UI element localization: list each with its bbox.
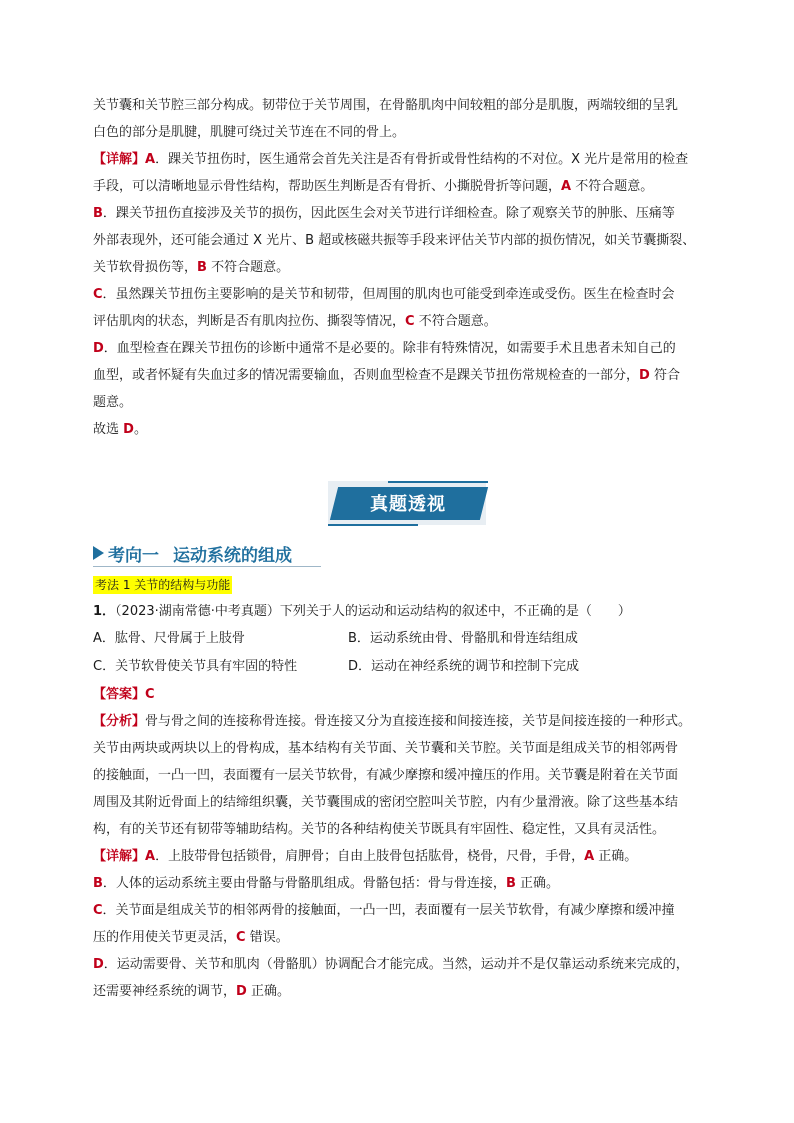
text-line: 白色的部分是肌腱，肌腱可绕过关节连在不同的骨上。 xyxy=(93,125,406,140)
text-line xyxy=(93,362,733,389)
text-line xyxy=(93,924,733,951)
banner-title: 真题透视 xyxy=(370,494,446,515)
option-letter: C xyxy=(405,314,415,329)
detail-paragraph-a xyxy=(93,146,733,173)
triangle-icon xyxy=(93,546,104,560)
question-text: 下列关于人的运动和运动结构的叙述中，不正确的是（ ） xyxy=(279,604,631,619)
option-letter: B xyxy=(93,876,103,891)
question-source: （2023·湖南常德·中考真题） xyxy=(115,604,280,619)
option-letter: A xyxy=(584,849,595,864)
detail-paragraph-b xyxy=(93,870,733,897)
detail-tag: 【详解】 xyxy=(93,152,146,167)
text-span: ．上肢带骨包括锁骨，肩胛骨；自由上肢骨包括肱骨，桡骨，尺骨，手骨， xyxy=(155,849,585,864)
question-number: 1． xyxy=(93,604,116,619)
text-span: ．运动需要骨、关节和肌肉（骨骼肌）协调配合才能完成。当然，运动并不是仅靠运动系统来完成的， xyxy=(103,957,689,972)
text-span: 正确。 xyxy=(515,876,559,891)
banner-line xyxy=(328,524,418,526)
text-line xyxy=(93,254,733,281)
option-letter: C xyxy=(93,287,103,302)
text-span: 骨与骨之间的连接称骨连接。骨连接又分为直接连接和间接连接，关节是间接连接的一种形式。 xyxy=(145,714,692,729)
option-d: D．运动在神经系统的调节和控制下完成 xyxy=(348,659,580,674)
section-title: 运动系统的组成 xyxy=(173,545,292,566)
option-letter: B xyxy=(197,260,207,275)
detail-paragraph-b xyxy=(93,200,733,227)
text-span: ．虽然踝关节扭伤主要影响的是关节和韧带，但周围的肌肉也可能受到牵连或受伤。医生在检查时会 xyxy=(102,287,675,302)
option-c: C．关节软骨使关节具有牢固的特性 xyxy=(93,659,298,674)
text-line: 周围及其附近骨面上的结缔组织囊，关节囊围成的密闭空腔叫关节腔，内有少量滑液。除了这些基本结 xyxy=(93,795,679,810)
text-span: 还需要神经系统的调节， xyxy=(93,984,237,999)
final-choice xyxy=(93,416,733,443)
detail-paragraph-d xyxy=(93,335,733,362)
section-header xyxy=(93,540,292,566)
detail-paragraph-c xyxy=(93,897,733,924)
text-span: ．血型检查在踝关节扭伤的诊断中通常不是必要的。除非有特殊情况，如需要手术且患者未知自己的 xyxy=(103,341,676,356)
detail-paragraph-c xyxy=(93,281,733,308)
text-span: 正确。 xyxy=(594,849,638,864)
text-span: 错误。 xyxy=(245,930,289,945)
text-span: ．人体的运动系统主要由骨骼与骨骼肌组成。骨骼包括：骨与骨连接， xyxy=(102,876,506,891)
text-span: 故选 xyxy=(93,422,124,437)
analysis-tag: 【分析】 xyxy=(93,714,146,729)
option-letter: B xyxy=(505,876,516,891)
text-span: 不符合题意。 xyxy=(414,314,497,329)
option-b: B．运动系统由骨、骨骼肌和骨连结组成 xyxy=(348,631,578,646)
text-line: 外部表现外，还可能会通过 X 光片、B 超或核磁共振等手段来评估关节内部的损伤情况，如关节囊撕裂、 xyxy=(93,233,696,248)
text-span: 评估肌肉的状态，判断是否有肌肉拉伤、撕裂等情况， xyxy=(93,314,406,329)
text-span: ．关节面是组成关节的相邻两骨的接触面，一凸一凹，表面覆有一层关节软骨，有减少摩擦和缓冲撞 xyxy=(102,903,675,918)
option-letter: D xyxy=(639,368,650,383)
analysis-paragraph xyxy=(93,708,733,735)
section-divider xyxy=(93,566,321,567)
text-span: 不符合题意。 xyxy=(571,179,654,194)
detail-paragraph-a xyxy=(93,843,733,870)
answer-line xyxy=(93,681,733,708)
section-banner xyxy=(328,481,488,527)
text-span: ．踝关节扭伤直接涉及关节的损伤，因此医生会对关节进行详细检查。除了观察关节的肿胀、压痛等 xyxy=(102,206,675,221)
text-span: ．踝关节扭伤时，医生通常会首先关注是否有骨折或骨性结构的不对位。X 光片是常用的检查 xyxy=(155,152,689,167)
option-letter: A xyxy=(145,849,156,864)
text-line xyxy=(93,308,733,335)
topic-tag: 考法 1 关节的结构与功能 xyxy=(95,578,231,592)
option-letter: C xyxy=(236,930,246,945)
option-letter: D xyxy=(93,957,104,972)
option-letter: D xyxy=(236,984,247,999)
option-a: A．肱骨、尺骨属于上肢骨 xyxy=(93,631,245,646)
option-letter: C xyxy=(93,903,103,918)
question-stem xyxy=(93,601,631,623)
text-span: 。 xyxy=(133,422,147,437)
detail-tag: 【详解】 xyxy=(93,849,146,864)
banner-line xyxy=(388,481,488,483)
text-line: 题意。 xyxy=(93,395,133,410)
option-letter: B xyxy=(93,206,103,221)
option-letter: A xyxy=(561,179,572,194)
text-line: 的接触面，一凸一凹，表面覆有一层关节软骨，有减少摩擦和缓冲撞压的作用。关节囊是附着在关节面 xyxy=(93,768,679,783)
option-letter: D xyxy=(123,422,134,437)
text-span: 不符合题意。 xyxy=(206,260,290,275)
text-line: 关节囊和关节腔三部分构成。韧带位于关节周围，在骨骼肌肉中间较粗的部分是肌腹，两端较细的呈乳 xyxy=(93,98,679,113)
text-span: 手段，可以清晰地显示骨性结构，帮助医生判断是否有骨折、小撕脱骨折等问题， xyxy=(93,179,562,194)
text-line: 构，有的关节还有韧带等辅助结构。关节的各种结构使关节既具有牢固性、稳定性，又具有灵活性。 xyxy=(93,822,666,837)
answer-value: C xyxy=(145,687,155,702)
detail-paragraph-d xyxy=(93,951,733,978)
text-span: 正确。 xyxy=(246,984,290,999)
text-span: 符合 xyxy=(649,368,680,383)
answer-tag: 【答案】 xyxy=(93,687,146,702)
option-letter: A xyxy=(145,152,156,167)
text-span: 压的作用使关节更灵活， xyxy=(93,930,237,945)
option-letter: D xyxy=(93,341,104,356)
text-line xyxy=(93,978,733,1005)
section-label: 考向一 xyxy=(108,545,159,566)
answer-explanation xyxy=(93,681,733,1005)
text-line: 关节由两块或两块以上的骨构成，基本结构有关节面、关节囊和关节腔。关节面是组成关节的相邻两骨 xyxy=(93,741,679,756)
text-line xyxy=(93,173,733,200)
previous-answer-explanation xyxy=(93,92,733,443)
text-span: 关节软骨损伤等， xyxy=(93,260,198,275)
text-span: 血型，或者怀疑有失血过多的情况需要输血，否则血型检查不是踝关节扭伤常规检查的一部分， xyxy=(93,368,640,383)
